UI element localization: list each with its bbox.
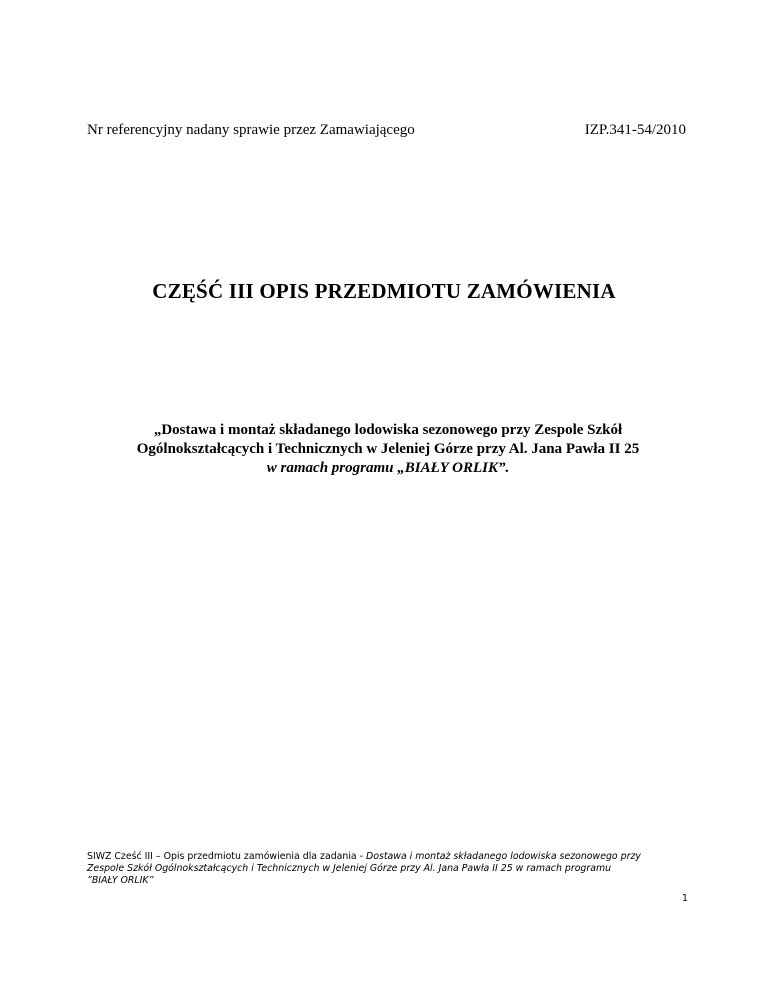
footer-task-line-1: Dostawa i montaż składanego lodowiska sezonowego przy: [366, 851, 641, 862]
contract-subject: [0, 421, 768, 478]
footer-prefix: SIWZ Cześć III – Opis przedmiotu zamówienia dla zadania -: [87, 851, 367, 862]
page-footer: [87, 851, 687, 887]
subject-line-1: „Dostawa i montaż składanego lodowiska sezonowego przy Zespole Szkół: [153, 422, 623, 438]
subject-line-3: w ramach programu „BIAŁY ORLIK”.: [266, 460, 510, 476]
footer-task-line-3: ”BIAŁY ORLIK”: [87, 875, 154, 886]
page-number: 1: [682, 893, 688, 904]
reference-label: Nr referencyjny nadany sprawie przez Zamawiającego: [87, 122, 415, 138]
reference-number: IZP.341-54/2010: [584, 122, 686, 138]
reference-line: [87, 121, 686, 139]
document-title: CZĘŚĆ III OPIS PRZEDMIOTU ZAMÓWIENIA: [152, 279, 616, 303]
footer-task-line-2: Zespole Szkół Ogólnokształcących i Technicznych w Jeleniej Górze przy Al. Jana Pawła II 25 w ramach programu: [87, 863, 612, 874]
subject-line-2: Ogólnokształcących i Technicznych w Jeleniej Górze przy Al. Jana Pawła II 25: [136, 441, 640, 457]
